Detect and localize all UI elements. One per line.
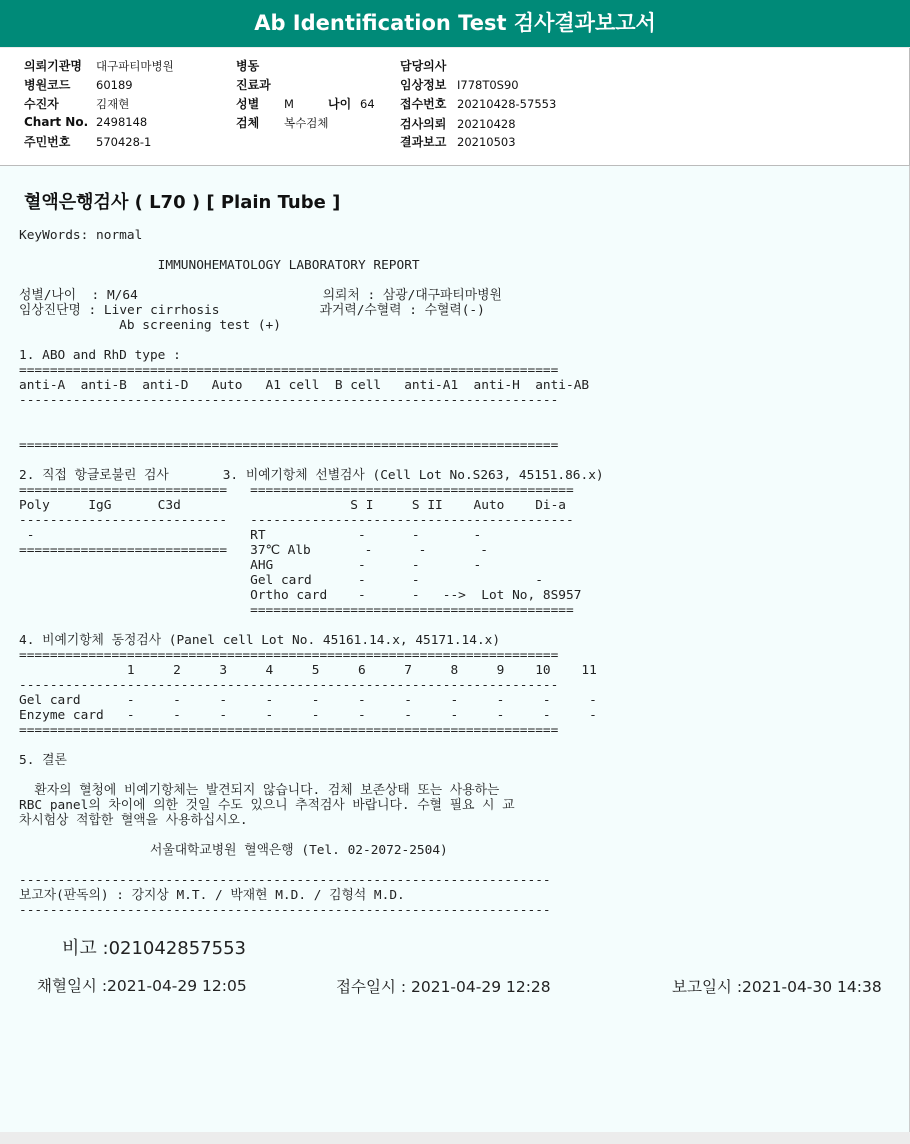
report-line: ========================================== <box>19 603 574 618</box>
report-line: anti-A anti-B anti-D Auto A1 cell B cell anti-A1 anti-H anti-AB <box>19 378 590 393</box>
report-line: 1. ABO and RhD type : <box>19 348 181 363</box>
report-line: ====================================================================== <box>19 363 559 378</box>
report-line: 임상진단명 : Liver cirrhosis 과거력/수혈력 : 수혈력(-) <box>19 303 485 318</box>
report-line: Ortho card - - --> Lot No, 8S957 <box>19 588 582 603</box>
received-datetime: 접수일시 : 2021-04-29 12:28 <box>336 978 551 996</box>
report-line <box>19 828 604 843</box>
report-line: 4. 비예기항체 동정검사 (Panel cell Lot No. 45161.14.x, 45171.14.x) <box>19 633 501 648</box>
report-line: Ab screening test (+) <box>19 318 281 333</box>
report-line <box>19 768 604 783</box>
info-test-request: 검사의뢰 20210428 <box>400 117 516 131</box>
info-sex: 성별 M <box>236 97 294 111</box>
report-line <box>19 738 604 753</box>
report-line: IMMUNOHEMATOLOGY LABORATORY REPORT <box>19 258 420 273</box>
report-line: Poly IgG C3d S I S II Auto Di-a <box>19 498 567 513</box>
info-chart-no: Chart No. 2498148 <box>24 115 148 129</box>
report-line: 차시험상 적합한 혈액을 사용하십시오. <box>19 813 248 828</box>
info-doctor: 담당의사 <box>400 59 447 73</box>
section-title: 혈액은행검사 ( L70 ) [ Plain Tube ] <box>24 192 341 213</box>
patient-info-header <box>0 48 910 166</box>
reported-datetime: 보고일시 :2021-04-30 14:38 <box>672 978 882 996</box>
info-specimen: 검체 복수검체 <box>236 116 329 130</box>
report-line: =========================== ========================================== <box>19 483 574 498</box>
info-hospital: 의뢰기관명 대구파티마병원 <box>24 59 174 73</box>
info-receipt-no: 접수번호 20210428-57553 <box>400 97 557 111</box>
report-line: --------------------------------------------------------------------- <box>19 873 551 888</box>
report-line: --------------------------------------------------------------------- <box>19 903 551 918</box>
report-line: 5. 결론 <box>19 753 67 768</box>
report-title: Ab Identification Test 검사결과보고서 <box>0 0 910 47</box>
report-line <box>19 273 604 288</box>
report-line: 보고자(판독의) : 강지상 M.T. / 박재현 M.D. / 김형석 M.D. <box>19 888 405 903</box>
info-clinical: 임상정보 I778T0S90 <box>400 78 519 92</box>
report-line: --------------------------- ------------------------------------------ <box>19 513 574 528</box>
info-ward: 병동 <box>236 59 260 73</box>
info-patient-name: 수진자 김재현 <box>24 97 130 111</box>
report-line: ====================================================================== <box>19 723 559 738</box>
report-line: Gel card - - - <box>19 573 543 588</box>
collected-datetime: 채혈일시 :2021-04-29 12:05 <box>37 977 247 995</box>
report-line: 1 2 3 4 5 6 7 8 9 10 11 <box>19 663 597 678</box>
info-result-report: 결과보고 20210503 <box>400 135 516 149</box>
report-line: =========================== 37℃ Alb - - - <box>19 543 488 558</box>
report-line <box>19 333 604 348</box>
report-line: KeyWords: normal <box>19 228 143 243</box>
report-line: ---------------------------------------------------------------------- <box>19 393 559 408</box>
report-line: 2. 직접 항글로불린 검사 3. 비예기항체 선별검사 (Cell Lot No.S263, 45151.86.x) <box>19 468 604 483</box>
report-line: ====================================================================== <box>19 438 559 453</box>
report-line: Enzyme card - - - - - - - - - - - <box>19 708 597 723</box>
report-line: ====================================================================== <box>19 648 559 663</box>
report-line <box>19 423 604 438</box>
report-line: 서울대학교병원 혈액은행 (Tel. 02-2072-2504) <box>19 843 448 858</box>
note: 비고 :021042857553 <box>62 938 246 959</box>
info-age: 나이 64 <box>328 97 375 111</box>
report-line: 성별/나이 : M/64 의뢰처 : 삼광/대구파티마병원 <box>19 288 502 303</box>
report-line <box>19 453 604 468</box>
info-hospital-code: 병원코드 60189 <box>24 78 133 92</box>
report-line <box>19 243 604 258</box>
report-line: Gel card - - - - - - - - - - - <box>19 693 597 708</box>
report-line: AHG - - - <box>19 558 482 573</box>
report-line: ---------------------------------------------------------------------- <box>19 678 559 693</box>
info-department: 진료과 <box>236 78 271 92</box>
report-line <box>19 618 604 633</box>
report-line <box>19 858 604 873</box>
report-line: RBC panel의 차이에 의한 것일 수도 있으니 추적검사 바랍니다. 수혈 필요 시 교 <box>19 798 515 813</box>
report-text <box>19 228 604 918</box>
info-resident-no: 주민번호 570428-1 <box>24 135 152 149</box>
report-line: - RT - - - <box>19 528 482 543</box>
report-line: 환자의 혈청에 비예기항체는 발견되지 않습니다. 검체 보존상태 또는 사용하는 <box>19 783 500 798</box>
report-line <box>19 408 604 423</box>
